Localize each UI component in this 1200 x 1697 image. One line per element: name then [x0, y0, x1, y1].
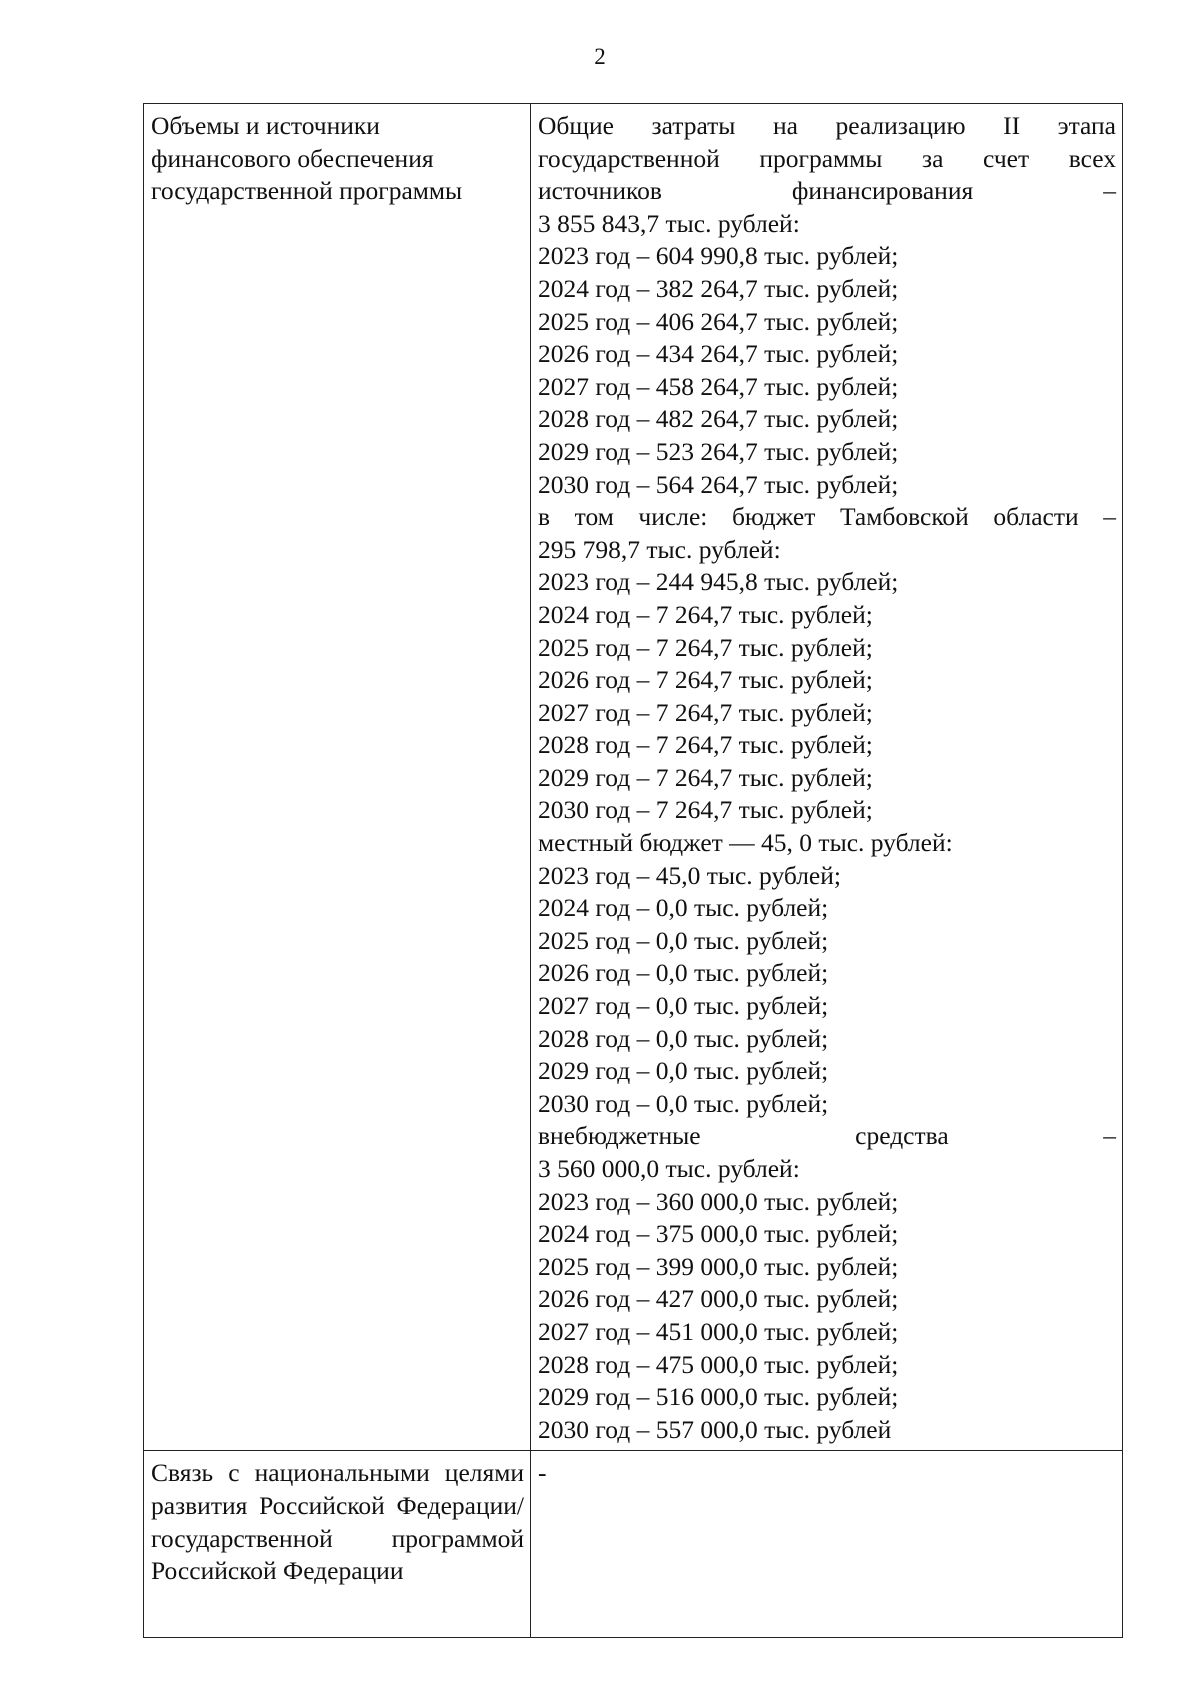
regional-budget-heading: в том числе: бюджет Тамбовской области – [538, 502, 1116, 532]
year-amount-line: 2027 год – 7 264,7 тыс. рублей; [538, 697, 873, 727]
table-row-national-goals [144, 1451, 1123, 1638]
total-amount: 3 855 843,7 тыс. рублей: [538, 208, 800, 238]
intro-line: источников финансирования – [538, 176, 1116, 206]
year-amount-line: 2029 год – 0,0 тыс. рублей; [538, 1056, 829, 1086]
year-amount-line: 2026 год – 427 000,0 тыс. рублей; [538, 1284, 899, 1314]
extra-by-year-list [538, 1186, 1116, 1447]
extra-budget-heading: внебюджетные средства – [538, 1121, 1116, 1151]
intro-line: государственной программы за счет всех [538, 143, 1116, 173]
year-amount-line: 2026 год – 7 264,7 тыс. рублей; [538, 665, 873, 695]
year-amount-line: 2023 год – 360 000,0 тыс. рублей; [538, 1186, 899, 1216]
year-amount-line: 2023 год – 45,0 тыс. рублей; [538, 860, 841, 890]
year-amount-line: 2030 год – 557 000,0 тыс. рублей [538, 1414, 892, 1444]
year-amount-line: 2027 год – 458 264,7 тыс. рублей; [538, 371, 899, 401]
regional-by-year-list [538, 566, 1116, 827]
year-amount-line: 2029 год – 7 264,7 тыс. рублей; [538, 762, 873, 792]
row-label-national-goals: Связь с национальными целями развития Российской Федерации/государственной программой Российской Федерации [144, 1451, 531, 1638]
year-amount-line: 2025 год – 406 264,7 тыс. рублей; [538, 306, 899, 336]
total-by-year-list [538, 240, 1116, 501]
year-amount-line: 2029 год – 523 264,7 тыс. рублей; [538, 436, 899, 466]
year-amount-line: 2028 год – 7 264,7 тыс. рублей; [538, 730, 873, 760]
table-row-financing [144, 104, 1123, 1451]
row-value-financing [531, 104, 1123, 1451]
page-number: 2 [594, 44, 606, 69]
year-amount-line: 2024 год – 382 264,7 тыс. рублей; [538, 273, 899, 303]
year-amount-line: 2029 год – 516 000,0 тыс. рублей; [538, 1382, 899, 1412]
year-amount-line: 2028 год – 475 000,0 тыс. рублей; [538, 1349, 899, 1379]
row-label-financing: Объемы и источники финансового обеспечения государственной программы [144, 104, 531, 1451]
year-amount-line: 2024 год – 0,0 тыс. рублей; [538, 893, 829, 923]
year-amount-line: 2026 год – 0,0 тыс. рублей; [538, 958, 829, 988]
year-amount-line: 2023 год – 244 945,8 тыс. рублей; [538, 567, 899, 597]
year-amount-line: 2026 год – 434 264,7 тыс. рублей; [538, 339, 899, 369]
year-amount-line: 2025 год – 7 264,7 тыс. рублей; [538, 632, 873, 662]
year-amount-line: 2027 год – 451 000,0 тыс. рублей; [538, 1316, 899, 1346]
regional-budget-total: 295 798,7 тыс. рублей: [538, 534, 781, 564]
row-value-national-goals: - [531, 1451, 1123, 1638]
program-passport-table [143, 103, 1123, 1638]
year-amount-line: 2028 год – 482 264,7 тыс. рублей; [538, 404, 899, 434]
year-amount-line: 2030 год – 0,0 тыс. рублей; [538, 1088, 829, 1118]
year-amount-line: 2028 год – 0,0 тыс. рублей; [538, 1023, 829, 1053]
year-amount-line: 2027 год – 0,0 тыс. рублей; [538, 991, 829, 1021]
local-by-year-list [538, 860, 1116, 1121]
year-amount-line: 2030 год – 564 264,7 тыс. рублей; [538, 469, 899, 499]
year-amount-line: 2025 год – 399 000,0 тыс. рублей; [538, 1251, 899, 1281]
year-amount-line: 2024 год – 7 264,7 тыс. рублей; [538, 599, 873, 629]
year-amount-line: 2024 год – 375 000,0 тыс. рублей; [538, 1219, 899, 1249]
intro-line: Общие затраты на реализацию II этапа [538, 111, 1116, 140]
year-amount-line: 2023 год – 604 990,8 тыс. рублей; [538, 241, 899, 271]
year-amount-line: 2030 год – 7 264,7 тыс. рублей; [538, 795, 873, 825]
year-amount-line: 2025 год – 0,0 тыс. рублей; [538, 925, 829, 955]
extra-budget-total: 3 560 000,0 тыс. рублей: [538, 1154, 800, 1183]
local-budget-heading: местный бюджет — 45, 0 тыс. рублей: [538, 828, 953, 858]
